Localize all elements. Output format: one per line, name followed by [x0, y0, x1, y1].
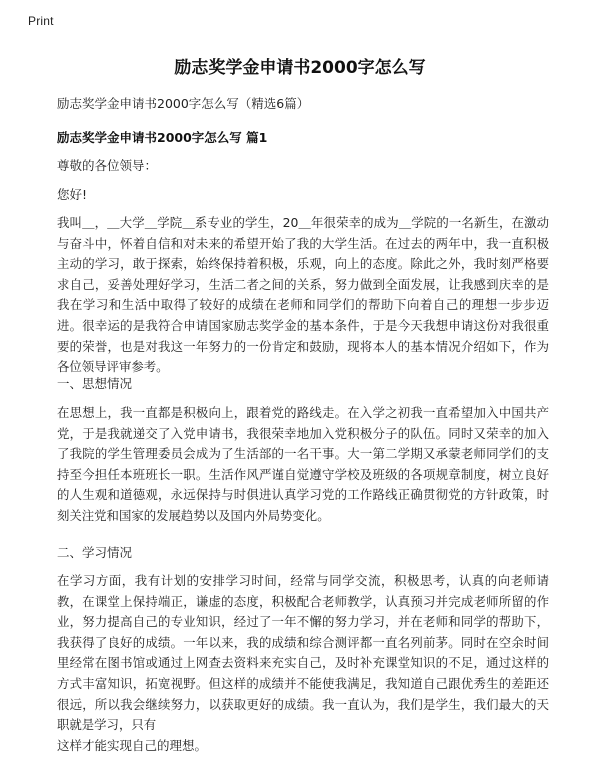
print-label[interactable]: Print: [28, 14, 54, 28]
intro-paragraph: 我叫＿，＿大学＿学院＿系专业的学生，20＿年很荣幸的成为＿学院的一名新生，在激动与奋斗中，怀着自信和对未来的希望开始了我的大学生活。在过去的两年中，我一直积极主动的学习，敢于探索，始终保持着积极，乐观，向上的态度。除此之外，我时刻严格要求自己，妥善处理好学习，生活二者之间的关系，努力做到全面发展，让我感到庆幸的是我在学习和生活中取得了较好的成绩在老师和同学们的帮助下向着自己的理想一步步迈进。很幸运的是我符合申请国家励志奖学金的基本条件，于是今天我想申请这份对我很重要的荣誉，也是对我这一年努力的一份肯定和鼓励，现将本人的基本情况介绍如下，作为各位领导评审参考。: [57, 215, 549, 375]
document-subtitle: 励志奖学金申请书2000字怎么写（精选6篇）: [57, 96, 310, 111]
article-heading: 励志奖学金申请书2000字怎么写 篇1: [57, 130, 268, 145]
section-2-heading: 二、学习情况: [57, 545, 133, 560]
section-1-heading: 一、思想情况: [57, 376, 133, 391]
greeting: 您好!: [57, 187, 88, 202]
salutation: 尊敬的各位领导：: [57, 158, 158, 173]
section-1-paragraph: 在思想上，我一直都是积极向上，跟着党的路线走。在入学之初我一直希望加入中国共产党，于是我就递交了入党申请书，我很荣幸地加入党积极分子的队伍。同时又荣幸的加入了我院的学生管理委员会成为了生活部的一名干事。大一第二学期又承蒙老师同学们的支持至今担任本班班长一职。生活作风严谨自觉遵守学校及班级的各项规章制度，树立良好的人生观和道德观，永远保持与时俱进认真学习党的工作路线正确贯彻党的方针政策，时刻关注党和国家的发展趋势以及国内外局势变化。: [57, 405, 549, 523]
closing-line: 这样才能实现自己的理想。: [57, 738, 208, 753]
section-2-paragraph: 在学习方面，我有计划的安排学习时间，经常与同学交流，积极思考，认真的向老师请教，在课堂上保持端正，谦虚的态度，积极配合老师教学，认真预习并完成老师所留的作业，努力提高自己的专业知识，经过了一年不懈的努力学习，并在老师和同学的帮助下，我获得了良好的成绩。一年以来，我的成绩和综合测评都一直名列前茅。同时在空余时间里经常在图书馆或通过上网查去资料来充实自己，及时补充课堂知识的不足，通过这样的方式丰富知识，拓宽视野。但这样的成绩并不能使我满足，我知道自己跟优秀生的差距还很远，所以我会继续努力，以获取更好的成绩。我一直认为，我们是学生，我们最大的天职就是学习，只有: [57, 573, 549, 733]
page-title: 励志奖学金申请书2000字怎么写: [174, 58, 426, 78]
